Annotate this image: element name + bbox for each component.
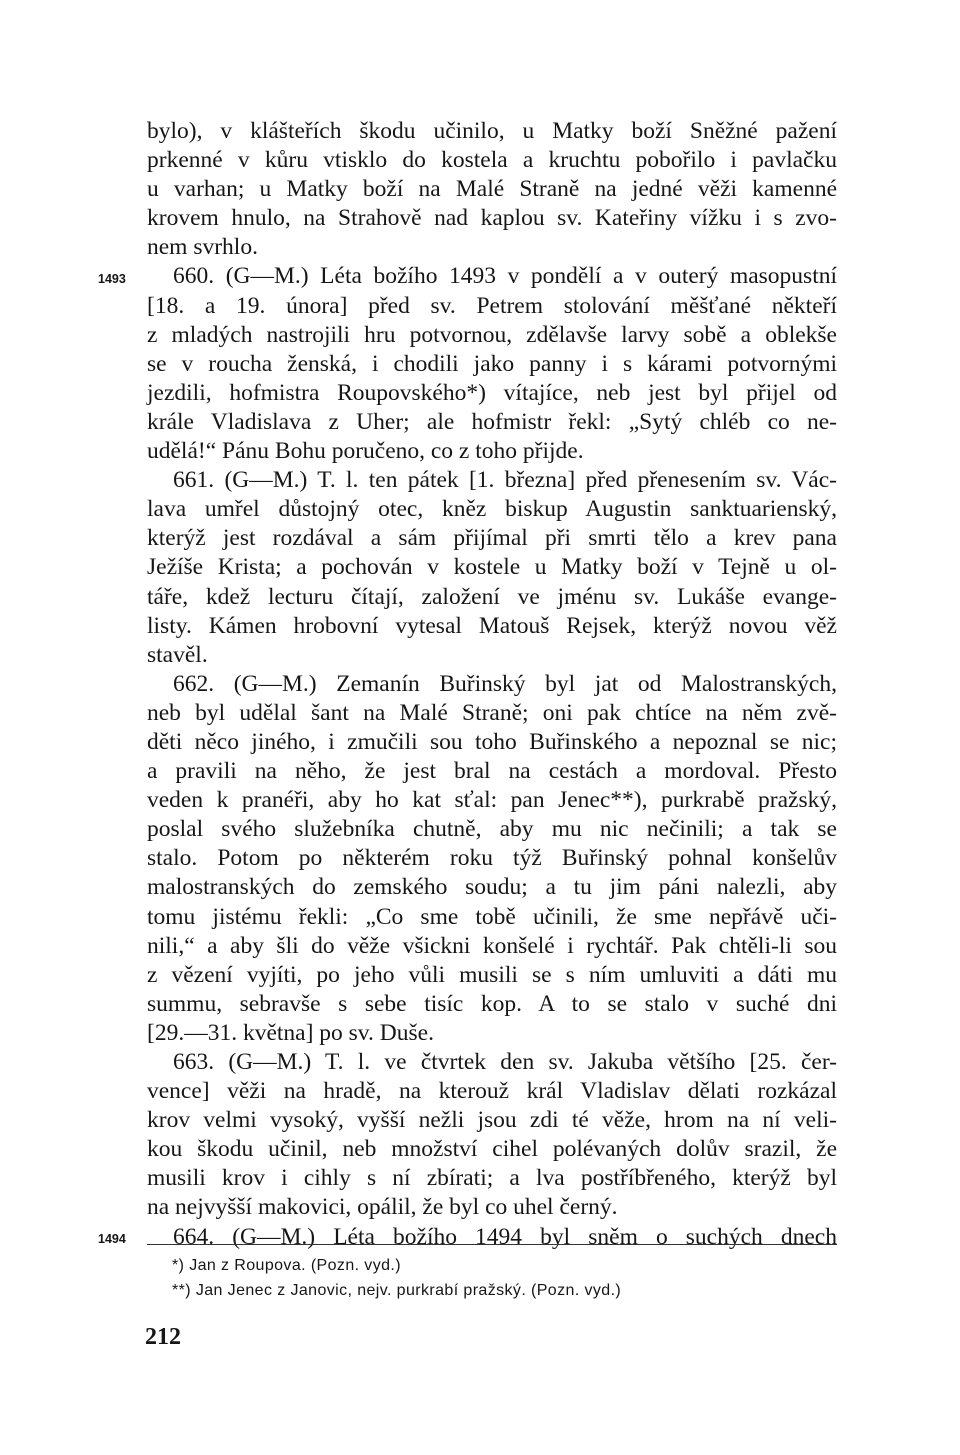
text-line: kou škodu učinil, neb množství cihel polévaných dolův srazil, že <box>147 1136 837 1163</box>
text-line: kterýž jest rozdával a sám přijímal při smrti tělo a krev pana <box>147 525 837 552</box>
text-line: nem svrhlo. <box>147 234 258 261</box>
text-line: veden k pranéři, aby ho kat sťal: pan Jenec**), purkrabě pražský, <box>147 787 837 814</box>
footnotes <box>172 1254 832 1303</box>
text-line: jezdili, hofmistra Roupovského*) vítajíce, neb jest byl přijel od <box>147 379 837 406</box>
text-line: musili krov i cihly s ní zbírati; a lva postříbřeného, kterýž byl <box>147 1165 837 1192</box>
text-line: 661. (G—M.) T. l. ten pátek [1. března] před přenesením sv. Vác- <box>173 467 837 494</box>
footnote-rule <box>147 1244 837 1245</box>
text-line: z mladých nastrojili hru potvornou, zdělavše larvy sobě a oblekše <box>147 321 837 348</box>
text-line: krále Vladislava z Uher; ale hofmistr řekl: „Sytý chléb co ne- <box>147 408 837 435</box>
text-line: na nejvyšší makovici, opálil, že byl co uhel černý. <box>147 1194 618 1221</box>
text-line: neb byl udělal šant na Malé Straně; oni pak chtíce na něm zvě- <box>147 699 837 726</box>
text-line: lava umřel důstojný otec, kněz biskup Augustin sanktuarienský, <box>147 496 837 523</box>
text-line: stavěl. <box>147 641 208 668</box>
text-line: u varhan; u Matky boží na Malé Straně na jedné věži kamenné <box>147 176 837 203</box>
text-line: [18. a 19. února] před sv. Petrem stolování měšťané někteří <box>147 292 837 319</box>
text-line: 664. (G—M.) Léta božího 1494 byl sněm o suchých dnech <box>173 1223 837 1250</box>
text-line: summu, sebravše s sebe tisíc kop. A to se stalo v suché dni <box>147 990 837 1017</box>
text-line: děti něco jiného, i zmučili sou toho Buřinského a nepoznal se nic; <box>147 728 837 755</box>
text-line: 662. (G—M.) Zemanín Buřinský byl jat od Malostranských, <box>173 670 837 697</box>
text-line: [29.—31. května] po sv. Duše. <box>147 1019 434 1046</box>
text-line: tomu jistému řekli: „Co sme tobě učinili, že sme nepřávě uči- <box>147 903 837 930</box>
text-line: vence] věži na hradě, na kterouž král Vladislav dělati rozkázal <box>147 1078 837 1105</box>
text-line: nili,“ a aby šli do věže všickni konšelé i rychtář. Pak chtěli-li sou <box>147 932 837 959</box>
text-line: a pravili na něho, že jest bral na cestách a mordoval. Přesto <box>147 758 837 785</box>
text-line: se v roucha ženská, i chodili jako panny i s kárami potvornými <box>147 350 837 377</box>
text-line: poslal svého služebníka chutně, aby mu nic nečinili; a tak se <box>147 816 837 843</box>
text-line: z vězení vyjíti, po jeho vůli musili se s ním umluviti a dáti mu <box>147 961 837 988</box>
text-line: udělá!“ Pánu Bohu poručeno, co z toho přijde. <box>147 438 584 465</box>
text-line: 663. (G—M.) T. l. ve čtvrtek den sv. Jakuba většího [25. čer- <box>173 1049 837 1075</box>
footnote-2: **) Jan Jenec z Janovic, nejv. purkrabí pražský. (Pozn. vyd.) <box>172 1281 622 1299</box>
text-line: prkenné v kůru vtisklo do kostela a kruchtu pobořilo i pavlačku <box>147 147 837 174</box>
footnote-1: *) Jan z Roupova. (Pozn. vyd.) <box>172 1257 401 1274</box>
margin-year: 1494 <box>98 1231 126 1246</box>
text-line: 660. (G—M.) Léta božího 1493 v pondělí a v outerý masopustní <box>173 263 837 290</box>
text-line: krovem hnulo, na Strahově nad kaplou sv. Kateřiny vížku i s zvo- <box>147 205 837 232</box>
body-text <box>147 117 837 1252</box>
text-line: tářе, kdež lecturu čítají, založení ve jménu sv. Lukáše evange- <box>147 583 837 610</box>
text-line: krov velmi vysoký, vyšší nežli jsou zdi té věže, hrom na ní veli- <box>147 1107 837 1134</box>
margin-year: 1493 <box>98 271 126 286</box>
text-line: listy. Kámen hrobovní vytesal Matouš Rejsek, kterýž novou věž <box>147 612 837 639</box>
text-line: stalo. Potom po některém roku týž Buřinský pohnal konšelův <box>147 845 837 872</box>
text-line: Ježíše Krista; a pochován v kostele u Matky boží v Tejně u ol- <box>147 554 837 581</box>
text-line: malostranských do zemského soudu; a tu jim páni nalezli, aby <box>147 874 837 901</box>
page-number: 212 <box>145 1324 181 1350</box>
text-line: bylo), v klášteřích škodu učinilo, u Matky boží Sněžné pažení <box>147 118 837 144</box>
